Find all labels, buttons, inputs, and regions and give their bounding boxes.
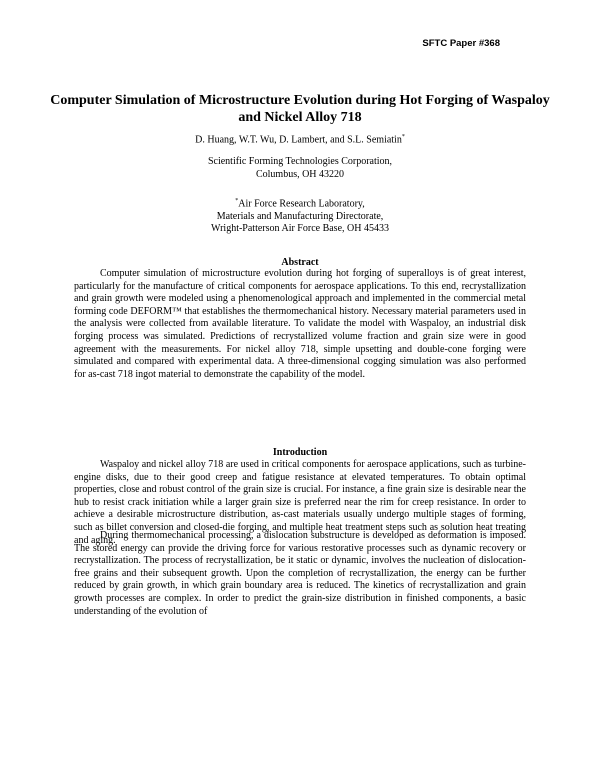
affiliation-afrl bbox=[100, 195, 500, 236]
author-names: D. Huang, W.T. Wu, D. Lambert, and S.L. Semiatin bbox=[195, 134, 402, 146]
introduction-heading: Introduction bbox=[272, 447, 328, 458]
abstract-heading: Abstract bbox=[281, 257, 319, 268]
introduction-paragraph-2: During thermomechanical processing, a dislocation substructure is developed as deformation is imposed. The stored energy can provide the driving force for various restorative processes such as dynamic recovery or recrystallization. The process of recrystallization, be it static or dynamic, involves the nucleation of dislocation-free grains and their subsequent growth. Upon the completion of recrystallization, the energy can be further reduced by grain growth, in which grain boundary area is reduced. The kinetics of recrystallization and grain growth processes are complex. In order to predict the grain-size distribution in finished components, a basic understanding of the evolution of bbox=[74, 530, 526, 617]
affiliation-sftc-line1: Scientific Forming Technologies Corporation, bbox=[207, 156, 393, 167]
affiliation-afrl-line1: *Air Force Research Laboratory, bbox=[235, 198, 365, 210]
author-list bbox=[100, 131, 500, 147]
paper-id: SFTC Paper #368 bbox=[422, 38, 500, 49]
introduction-paragraph-1: Waspaloy and nickel alloy 718 are used in critical components for aerospace applications, such as turbine-engine disks, due to their good creep and fatigue resistance at elevated temperatures. To obtain optimal properties, close and robust control of the grain size is crucial. For instance, a fine grain size is desirable near the hub to resist crack initiation while a larger grain size is preferred near the rim for creep resistance. In order to achieve a desirable microstructure distribution, as-cast materials usually undergo multiple stages of forming, such as billet conversion and closed-die forging, and multiple heat treatment steps such as solution heat treating and aging. bbox=[74, 459, 526, 546]
abstract-text: Computer simulation of microstructure evolution during hot forging of superalloys is of great interest, particularly for the manufacture of critical components for aerospace applications. To this end, recrystallization and grain growth were modeled using a phenomenological approach and implemented in the commercial metal forming code DEFORM™ that establishes the thermomechanical history. Necessary material parameters used in the analysis were collected from available literature. To validate the model with Waspaloy, an industrial disk forging process was simulated. Predictions of recrystallized volume fraction and grain size were in good agreement with the measurements. For nickel alloy 718, simple upsetting and double-cone forging were simulated and compared with experimental data. A three-dimensional cogging simulation was also performed for as-cast 718 ingot material to demonstrate the capability of the model. bbox=[74, 268, 526, 380]
author-affiliation-marker: * bbox=[401, 134, 405, 140]
affiliation-afrl-marker: * bbox=[235, 198, 239, 204]
affiliation-sftc-line2: Columbus, OH 43220 bbox=[255, 168, 345, 180]
affiliation-afrl-line3: Wright-Patterson Air Force Base, OH 45433 bbox=[211, 223, 389, 235]
affiliation-sftc bbox=[100, 156, 500, 181]
paper-title: Computer Simulation of Microstructure Evolution during Hot Forging of Waspaloy and Nickel Alloy 718 bbox=[50, 93, 550, 125]
affiliation-afrl-line2: Materials and Manufacturing Directorate, bbox=[216, 210, 384, 222]
